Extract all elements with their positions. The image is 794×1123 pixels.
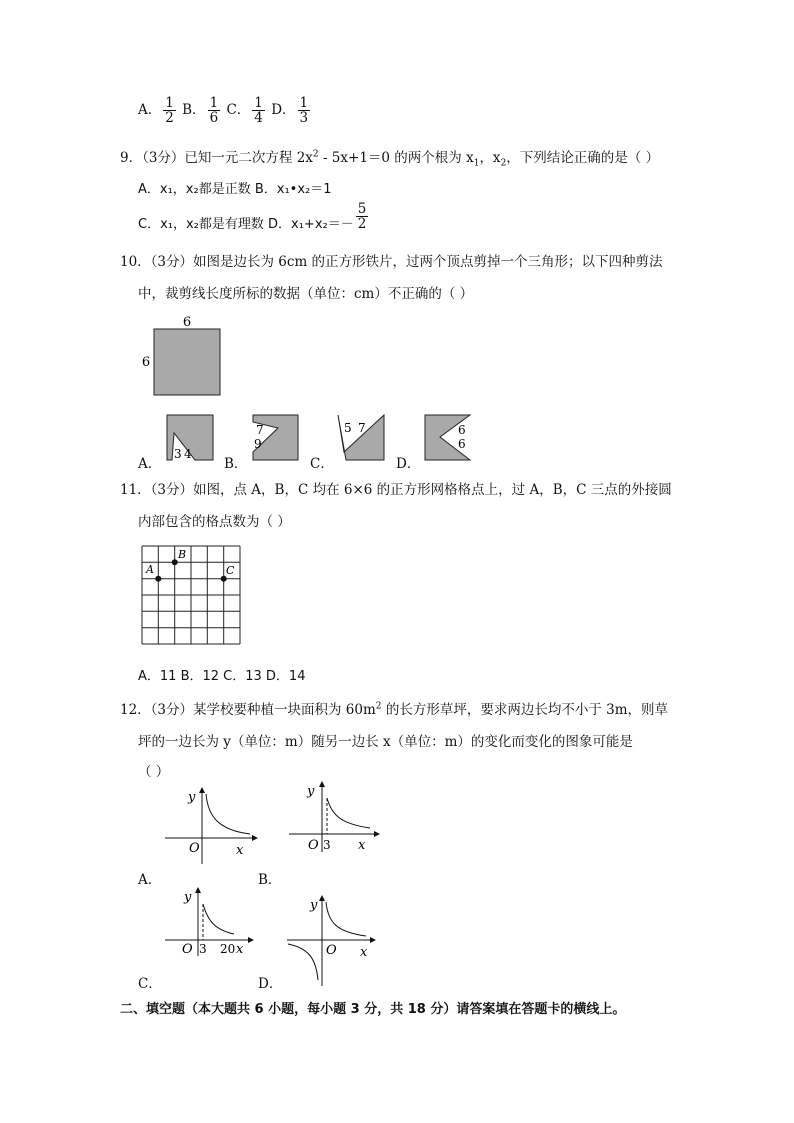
q9-stem: 9．（3分）已知一元二次方程 $2x^2 - 5x+1=0$ 的两个根为 $x_1$，$x_2$，下列结论正确的是（ ）: [120, 149, 660, 169]
q12-graph-c-tick20: 20: [220, 942, 236, 956]
q12-graph-b: [286, 780, 386, 860]
q11-label-c: C: [226, 564, 235, 577]
q10-label-a: A．: [138, 456, 162, 472]
q12-graph-c-origin: O: [182, 942, 193, 957]
q12-graph-a-origin: O: [189, 841, 200, 856]
q11-grid: [142, 546, 240, 644]
q10-square-left-label: 6: [141, 355, 151, 370]
q10-figure-c-label-7: 7: [358, 421, 366, 435]
q12-graph-d: [284, 894, 384, 988]
q8-frac-a: $\frac{1}{2}$: [165, 95, 174, 127]
q11-point-a: [155, 576, 161, 582]
q10-label-b: B．: [224, 456, 248, 472]
q9-option-ab: A．x₁，x₂都是正数 B．x₁•x₂＝1: [138, 182, 332, 197]
section2-title: 二、填空题（本大题共 6 小题，每小题 3 分，共 18 分）请答案填在答题卡的横线上。: [120, 1002, 626, 1017]
q12-graph-c-y: y: [184, 890, 192, 905]
q12-graph-a-x: x: [236, 843, 244, 858]
q8-options: [138, 96, 312, 125]
q10-figure-d-label-6a: 6: [458, 423, 466, 437]
q12-line2: 坪的一边长为 y（单位：m）随另一边长 x（单位：m）的变化而变化的图象可能是: [138, 734, 633, 750]
q10-line2: 中，裁剪线长度所标的数据（单位：cm）不正确的（ ）: [138, 286, 474, 302]
q10-figure-a-label-3: 3: [174, 447, 182, 461]
q10-figure-c-label-5: 5: [344, 421, 352, 435]
q10-figure-a: [160, 410, 220, 464]
q11-options: A．11 B．12 C．13 D．14: [138, 669, 306, 684]
q11-label-b: B: [178, 548, 187, 561]
q10-figure-b-label-9: 9: [254, 437, 262, 451]
q10-label-c: C．: [310, 456, 334, 472]
q12-label-a: A．: [138, 872, 162, 888]
q10-figure-c: [334, 410, 390, 464]
q12-graph-d-origin: O: [326, 943, 337, 958]
q10-figure-a-label-4: 4: [184, 447, 192, 461]
q11-grid-figure: [136, 540, 246, 648]
q12-label-c: C．: [138, 976, 162, 992]
q12-graph-b-x: x: [358, 838, 366, 853]
q12-graph-c-tick3: 3: [199, 942, 207, 956]
q8-frac-b: $\frac{1}{6}$: [209, 95, 219, 127]
q12-graph-b-tick3: 3: [323, 838, 331, 852]
q12-graph-b-y: y: [307, 784, 315, 799]
q12-graph-c: [160, 886, 260, 962]
q8-label-d: D．: [271, 102, 296, 119]
q11-point-b: [172, 559, 178, 565]
q12-graph-a: [160, 786, 260, 866]
q12-graph-b-origin: O: [308, 838, 319, 853]
q10-square-top-label: 6: [182, 315, 192, 330]
q12-graph-d-x: x: [360, 945, 368, 960]
q11-line2: 内部包含的格点数为（ ）: [138, 514, 291, 530]
q10-figure-b: [248, 410, 304, 464]
q10-figure-d-label-6b: 6: [458, 437, 466, 451]
q10-figure-b-label-7: 7: [256, 423, 264, 437]
q9-option-cd: C．x₁，x₂都是有理数 D．x₁+x₂＝－ $\frac{5}{2}$: [138, 201, 367, 233]
q12-line3: （ ）: [138, 764, 170, 780]
q12-graph-a-y: y: [188, 790, 196, 805]
q12-graph-d-y: y: [310, 898, 318, 913]
q12-label-b: B．: [258, 872, 282, 888]
q8-frac-d: $\frac{1}{3}$: [299, 95, 309, 127]
q12-graph-c-x: x: [236, 942, 244, 957]
q10-label-d: D．: [396, 456, 421, 472]
q8-label-a: A．: [138, 102, 162, 119]
q8-label-c: C．: [226, 102, 251, 119]
q10-figure-d: [420, 410, 476, 464]
q10-square-figure: [136, 312, 236, 402]
q11-label-a: A: [146, 563, 154, 576]
q10-line1: 10．（3分）如图是边长为 6cm 的正方形铁片，过两个顶点剪掉一个三角形；以下四种剪法: [120, 254, 663, 270]
q12-line1: 12．（3分）某学校要种植一块面积为 $60m^2$ 的长方形草坪，要求两边长均不小于 3m，则草: [120, 701, 669, 718]
q9-frac: $\frac{5}{2}$: [357, 201, 367, 233]
q12-label-d: D．: [258, 976, 283, 992]
q8-label-b: B．: [182, 102, 206, 119]
q10-square: [154, 329, 220, 395]
q11-line1: 11．（3分）如图，点 A，B，C 均在 6×6 的正方形网格格点上，过 A，B，C 三点的外接圆: [120, 482, 672, 498]
q8-frac-c: $\frac{1}{4}$: [254, 95, 263, 127]
